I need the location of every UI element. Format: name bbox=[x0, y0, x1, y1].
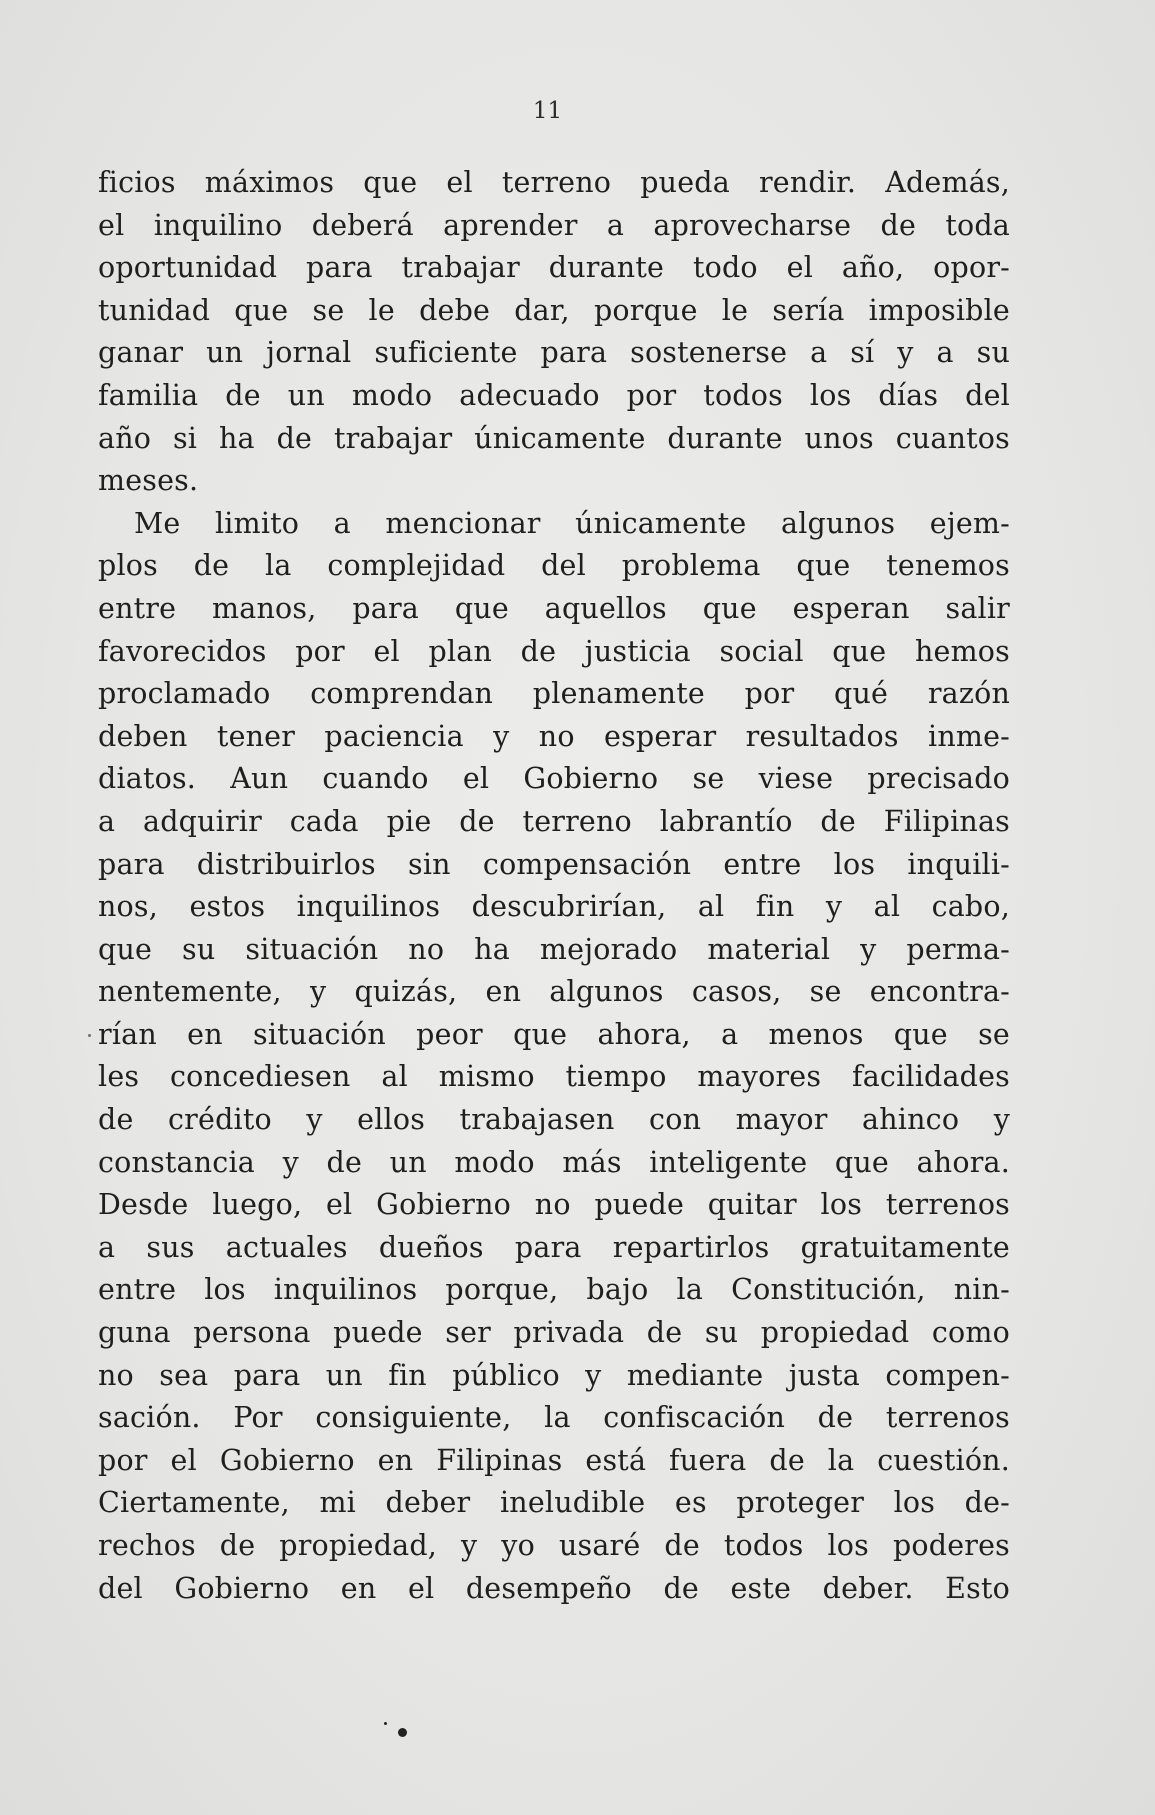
text-line: deben tener paciencia y no esperar resultados inme- bbox=[98, 719, 1010, 753]
text-line: diatos. Aun cuando el Gobierno se viese precisado bbox=[98, 762, 1010, 796]
text-line: ficios máximos que el terreno pueda rendir. Además, bbox=[98, 166, 1010, 199]
text-line: el inquilino deberá aprender a aprovecharse de toda bbox=[98, 208, 1010, 242]
text-line: por el Gobierno en Filipinas está fuera de la cuestión. bbox=[98, 1443, 1010, 1477]
text-line: constancia y de un modo más inteligente que ahora. bbox=[98, 1145, 1010, 1179]
text-line: les concediesen al mismo tiempo mayores facilidades bbox=[98, 1060, 1010, 1094]
text-line: que su situación no ha mejorado material y perma- bbox=[98, 932, 1010, 966]
page-number: 11 bbox=[532, 98, 563, 124]
text-line: nos, estos inquilinos descubrirían, al fin y al cabo, bbox=[98, 890, 1010, 924]
text-line: Ciertamente, mi deber ineludible es proteger los de- bbox=[98, 1486, 1010, 1520]
text-line: proclamado comprendan plenamente por qué razón bbox=[98, 677, 1010, 711]
text-line: a adquirir cada pie de terreno labrantío de Filipinas bbox=[98, 804, 1010, 838]
text-line: rían en situación peor que ahora, a menos que se bbox=[98, 1017, 1010, 1051]
text-line: meses. bbox=[98, 464, 199, 498]
text-line: oportunidad para trabajar durante todo el año, opor- bbox=[98, 251, 1010, 285]
ink-speck bbox=[384, 1722, 387, 1725]
text-line: favorecidos por el plan de justicia social que hemos bbox=[98, 634, 1010, 668]
text-line: entre los inquilinos porque, bajo la Constitución, nin- bbox=[98, 1273, 1010, 1307]
text-line: Me limito a mencionar únicamente algunos ejem- bbox=[134, 506, 1010, 540]
text-line: para distribuirlos sin compensación entre los inquili- bbox=[98, 847, 1010, 881]
text-line: rechos de propiedad, y yo usaré de todos los poderes bbox=[98, 1529, 1010, 1562]
text-line: nentemente, y quizás, en algunos casos, se encontra- bbox=[98, 975, 1010, 1009]
text-line: familia de un modo adecuado por todos los días del bbox=[98, 378, 1010, 412]
text-line: sación. Por consiguiente, la confiscación de terrenos bbox=[98, 1401, 1010, 1435]
text-line: a sus actuales dueños para repartirlos gratuitamente bbox=[98, 1230, 1010, 1264]
text-line: guna persona puede ser privada de su propiedad como bbox=[98, 1316, 1010, 1350]
text-line: de crédito y ellos trabajasen con mayor ahinco y bbox=[98, 1103, 1010, 1137]
text-line: del Gobierno en el desempeño de este deber. Esto bbox=[98, 1571, 1010, 1605]
body-text bbox=[98, 162, 1010, 1610]
ink-speck bbox=[398, 1728, 407, 1737]
text-line: Desde luego, el Gobierno no puede quitar los terrenos bbox=[98, 1188, 1010, 1222]
text-line: plos de la complejidad del problema que tenemos bbox=[98, 549, 1010, 583]
text-line: no sea para un fin público y mediante justa compen- bbox=[98, 1358, 1010, 1392]
ink-speck bbox=[88, 1034, 91, 1037]
text-line: entre manos, para que aquellos que esperan salir bbox=[98, 591, 1010, 625]
text-line: tunidad que se le debe dar, porque le sería imposible bbox=[98, 293, 1010, 327]
text-line: ganar un jornal suficiente para sostenerse a sí y a su bbox=[98, 336, 1010, 370]
text-line: año si ha de trabajar únicamente durante unos cuantos bbox=[98, 421, 1010, 455]
